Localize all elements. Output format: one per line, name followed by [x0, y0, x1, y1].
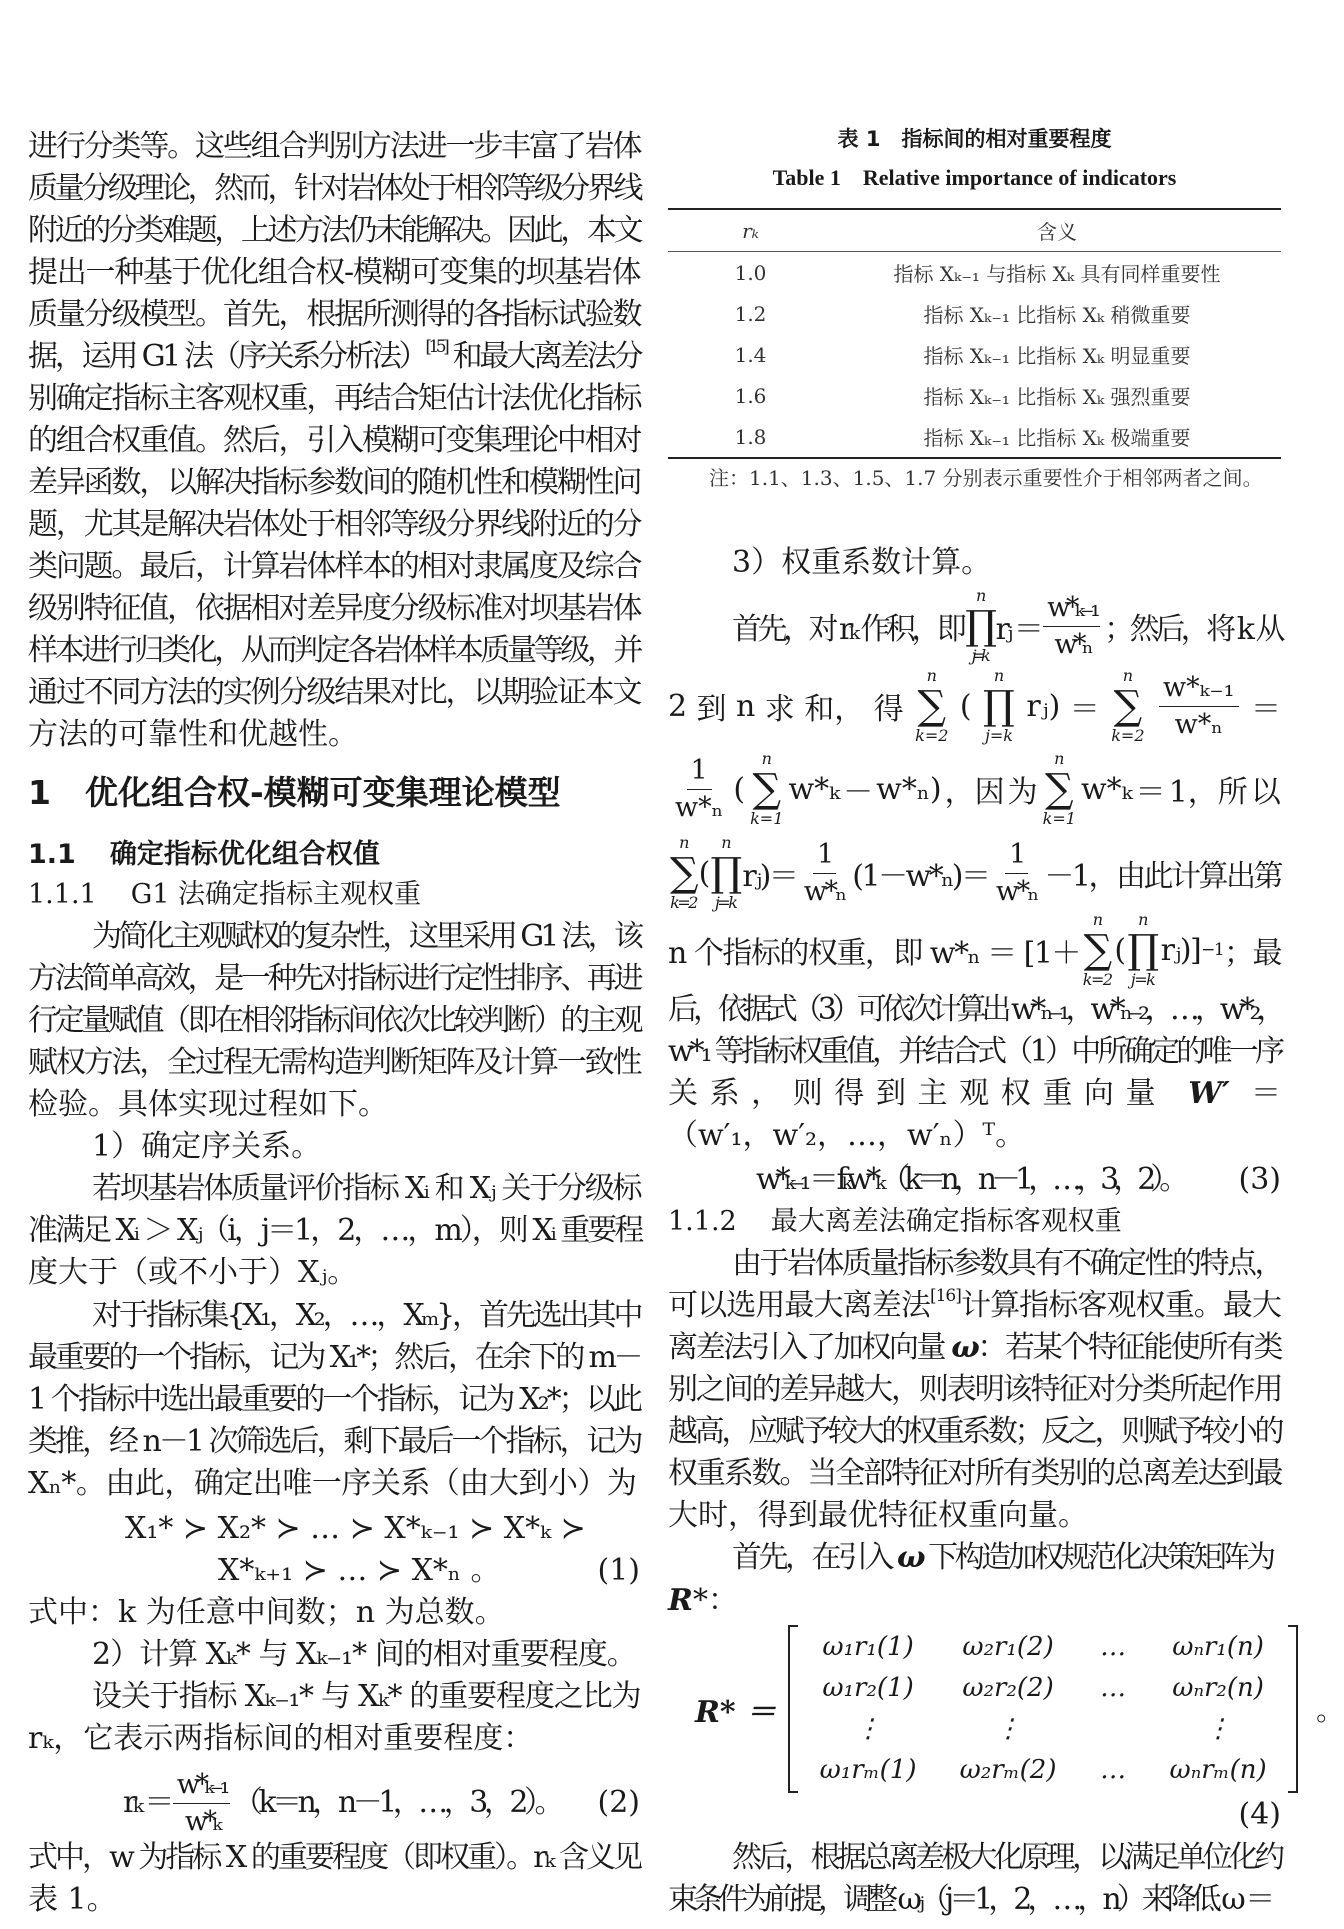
math-line — [668, 834, 1281, 912]
text-line: 别之间的差异越大，则表明该特征对分类所起作用 — [668, 1372, 1281, 1407]
bold-symbol: ω — [897, 1540, 923, 1575]
text-line: w*₁ 等指标权重值，并结合式（1）中所确定的唯一序 — [668, 1034, 1281, 1069]
text-run: － — [843, 775, 874, 810]
text-line: 束条件为前提，调整 ωⱼ（j＝1，2，…，n）来降低 ω ＝ — [668, 1882, 1271, 1917]
subsection-number: 1.1 — [28, 839, 76, 870]
text-run: rⱼ) — [1026, 688, 1061, 724]
text-run: n — [736, 688, 756, 724]
lower-limit: j=k — [984, 726, 1013, 745]
meaning: 指标 Xₖ₋₁ 比指标 Xₖ 稍微重要 — [923, 303, 1191, 327]
text-run: ＝ — [1229, 1076, 1281, 1111]
math-line-1 — [668, 586, 1281, 666]
text-run: ＝ — [1250, 692, 1281, 727]
text-run: ；最 — [1223, 936, 1281, 971]
operator-symbol: ∑ — [670, 850, 697, 896]
lower-limit: k=1 — [1042, 809, 1076, 828]
text-line: 提出一种基于优化组合权-模糊可变集的坝基岩体 — [28, 255, 640, 290]
text-run: (1－w*ₙ)＝ — [852, 859, 989, 894]
meaning: 指标 Xₖ₋₁ 比指标 Xₖ 明显重要 — [923, 344, 1191, 368]
denominator: w*ₙ — [675, 791, 724, 823]
column-header-rk: rₖ — [742, 218, 759, 243]
text-run: 求 — [764, 692, 795, 727]
sum-operator — [1043, 751, 1076, 827]
upper-limit: n — [1092, 910, 1102, 929]
upper-limit: n — [679, 833, 687, 852]
column-header-meaning: 含义 — [1037, 220, 1077, 244]
sum-operator — [1083, 912, 1112, 988]
text-line — [28, 336, 640, 378]
rk-value: 1.4 — [734, 342, 767, 367]
text-run: 计算指标客观权重。最大 — [960, 1288, 1282, 1323]
text-line: 方法简单高效，是一种先对指标进行定性排序、再进 — [28, 961, 640, 996]
table-row — [668, 334, 1281, 375]
numerator: w*ₖ₋₁ — [173, 1769, 230, 1803]
text-line: 附近的分类难题，上述方法仍未能解决。因此，本文 — [28, 213, 640, 248]
matrix-entry: ω₁r₂(1) — [822, 1673, 914, 1703]
sum-operator — [915, 668, 948, 744]
matrix-entry: ωₙr₂(n) — [1172, 1673, 1264, 1703]
text-line — [668, 1327, 1281, 1369]
numerator: 1 — [687, 755, 712, 789]
fraction — [992, 839, 1041, 906]
matrix-entry — [1078, 1709, 1148, 1750]
product-operator — [1127, 912, 1157, 988]
operator-symbol: ∏ — [1127, 927, 1158, 973]
matrix-entry: ω₂rₘ(2) — [959, 1755, 1057, 1785]
total-deviation-paragraph — [668, 1837, 1281, 1921]
text-run: w*ₖ — [1081, 771, 1133, 807]
order-relation-paragraph — [28, 1168, 640, 1294]
product-operator — [710, 835, 739, 911]
text-line: 1 个指标中选出最重要的一个指标，记为 X₂*；以此 — [28, 1382, 640, 1417]
where-clause-1 — [28, 1592, 640, 1634]
upper-limit: n — [1138, 910, 1147, 929]
math-line — [668, 586, 1281, 666]
text-line: 样本进行归类化，从而判定各岩体样本质量等级，并 — [28, 633, 640, 668]
bold-symbol: W′ — [1188, 1076, 1230, 1111]
equation-1-line-2 — [28, 1550, 640, 1592]
rk-value: 1.2 — [734, 301, 767, 326]
text-run: ( — [733, 771, 746, 807]
text-line: 题，尤其是解决岩体处于相邻等级分界线附近的分 — [28, 507, 640, 542]
text-line: 度大于（或不小于）Xⱼ。 — [28, 1255, 358, 1290]
text-line: 行定量赋值（即在相邻指标间依次比较判断）的主观 — [28, 1003, 640, 1038]
step-1-heading — [28, 1126, 640, 1168]
upper-limit: n — [761, 749, 772, 768]
matrix-entry: ωₙrₘ(n) — [1169, 1755, 1267, 1785]
math-line-3 — [668, 749, 1281, 829]
denominator: w*ₙ — [803, 875, 845, 907]
matrix-entry: ⋮ — [1205, 1714, 1232, 1744]
intro-paragraph — [28, 126, 640, 756]
text-run: ；然后，将 k 从 — [1104, 612, 1281, 647]
text-run: ＝ — [1135, 775, 1166, 810]
equation-number-2: (2) — [597, 1785, 640, 1820]
text-line: 然后，根据总离差极大化原理，以满足单位化约 — [732, 1840, 1281, 1875]
superscript: [16] — [929, 1286, 961, 1306]
sum-operator — [1111, 668, 1144, 744]
text-run: 为 — [1007, 775, 1038, 810]
text-run: rⱼ)] — [1160, 932, 1201, 968]
text-run: 和最大离差法分 — [446, 339, 640, 374]
upper-limit: n — [926, 666, 937, 685]
step-3-heading — [668, 542, 1281, 584]
text-line: 进行分类等。这些组合判别方法进一步丰富了岩体 — [28, 129, 640, 164]
text-run: w*ₙ) — [876, 771, 942, 807]
matrix-entry: ω₁r₁(1) — [822, 1632, 914, 1662]
text-run: ( — [959, 688, 972, 724]
weight-definition-paragraph — [28, 1837, 640, 1921]
numerator: w*ₖ₋₁ — [1043, 592, 1100, 626]
math-line: n 个指标的权重，即 w*ₙ ＝ [1＋ n ∑ k=2 ( n ∏ j=k rⱼ)] −1 ；最 — [668, 910, 1281, 989]
upper-limit: n — [993, 666, 1005, 685]
subjective-weight-paragraph — [668, 989, 1281, 1157]
text-run: 关系，则得到主观权重向量 — [668, 1076, 1189, 1111]
lower-limit: j=k — [714, 893, 736, 912]
text-run: 据，运用 G1 法（序关系分析法） — [28, 339, 426, 374]
fraction — [173, 1769, 230, 1836]
text-line: 差异函数，以解决指标参数间的随机性和模糊性问 — [28, 465, 640, 500]
text-line: 准满足 Xᵢ ＞ Xⱼ（i，j＝1，2，…，m），则 Xᵢ 重要程 — [28, 1213, 642, 1248]
g1-intro-paragraph — [28, 916, 640, 1126]
text-run: ( — [698, 855, 708, 891]
text-line: 类问题。最后，计算岩体样本的相对隶属度及综合 — [28, 549, 640, 584]
subsection-title: 确定指标优化组合权值 — [109, 839, 380, 870]
meaning: 指标 Xₖ₋₁ 与指标 Xₖ 具有同样重要性 — [893, 262, 1221, 286]
table-row — [668, 293, 1281, 334]
text-line: 赋权方法，全过程无需构造判断矩阵及计算一致性 — [28, 1045, 640, 1080]
subsubsection-heading-1-1-1 — [28, 874, 640, 916]
table-1-title-en: Table 1 Relative importance of indicators — [772, 165, 1177, 190]
text-line: 1）确定序关系。 — [92, 1129, 322, 1164]
math-line-4 — [668, 834, 1281, 912]
text-run: 下构造加权规范化决策矩阵为 — [922, 1540, 1273, 1575]
text-line: 别确定指标主客观权重，再结合矩估计法优化指标 — [28, 381, 640, 416]
text-line: 由于岩体质量指标参数具有不确定性的特点， — [732, 1246, 1282, 1281]
fraction — [1159, 672, 1239, 739]
product-operator — [965, 588, 992, 664]
text-run: －1，由此计算出第 — [1044, 859, 1281, 894]
text-line: 式中，w 为指标 X 的重要程度（即权重）。rₖ 含义见 — [28, 1840, 640, 1875]
lower-limit: k=2 — [915, 726, 949, 745]
upper-limit: n — [1054, 749, 1065, 768]
subsubsection-number: 1.1.2 — [668, 1206, 737, 1237]
operator-symbol: ∑ — [1045, 766, 1074, 812]
text-line — [668, 1073, 1281, 1115]
text-line: 式中：k 为任意中间数；n 为总数。 — [28, 1595, 505, 1630]
text-line: 质量分级理论，然而，针对岩体处于相邻等级分界线 — [28, 171, 640, 206]
operator-symbol: ∏ — [965, 603, 993, 649]
fraction — [671, 755, 727, 822]
text-run: w*ₖ — [788, 771, 841, 807]
rk-value: 1.6 — [734, 383, 767, 408]
denominator: w*ₙ — [1054, 628, 1090, 660]
rk-value: 1.0 — [734, 260, 767, 285]
equation-2-rhs: （k＝n，n－1，…，3，2）。 — [232, 1785, 560, 1820]
operator-symbol: ∑ — [752, 766, 782, 812]
bold-symbol: ω — [951, 1330, 978, 1365]
operator-symbol: ∏ — [983, 683, 1015, 729]
equation-2-lhs: rₖ ＝ — [123, 1785, 170, 1820]
text-run: ：若某个特征能使所有类 — [977, 1330, 1281, 1365]
section-heading-1 — [28, 772, 640, 814]
matrix-entry: ω₁rₘ(1) — [819, 1755, 917, 1785]
equation-1-line-1: X₁* ≻ X₂* ≻ … ≻ X*ₖ₋₁ ≻ X*ₖ ≻ — [125, 1511, 586, 1546]
table-1-note: 注：1.1、1.3、1.5、1.7 分别表示重要性介于相邻两者之间。 — [709, 466, 1263, 490]
table-row — [668, 375, 1281, 416]
text-run: ＝ — [1069, 692, 1100, 727]
matrix-symbol-line — [668, 1580, 1281, 1622]
text-line: 表 1。 — [28, 1882, 117, 1917]
matrix-lhs: R* ＝ — [695, 1695, 777, 1730]
text-line: Xₙ*。由此，确定出唯一序关系（由大到小）为 — [28, 1466, 637, 1501]
fraction — [1043, 592, 1100, 659]
section-title: 优化组合权-模糊可变集理论模型 — [84, 773, 561, 812]
matrix-entry: ⋮ — [855, 1714, 882, 1744]
equation-2-body — [123, 1770, 563, 1836]
equation-3 — [668, 1159, 1281, 1201]
text-line: （w′₁，w′₂，…，w′ₙ）ᵀ。 — [668, 1118, 1026, 1153]
math-line — [668, 749, 1281, 829]
denominator: w*ₙ — [996, 875, 1037, 907]
text-run: 首先，在引入 — [732, 1540, 898, 1575]
text-line: 设关于指标 Xₖ₋₁* 与 Xₖ* 的重要程度之比为 — [92, 1679, 640, 1714]
text-line: 若坝基岩体质量评价指标 Xᵢ 和 Xⱼ 关于分级标 — [92, 1171, 640, 1206]
operator-symbol: ∏ — [710, 850, 740, 896]
max-deviation-paragraph — [668, 1243, 1281, 1537]
matrix-entry: … — [1100, 1632, 1127, 1662]
numerator: w*ₖ₋₁ — [1159, 672, 1239, 706]
operator-symbol: ∑ — [917, 683, 947, 729]
table-row — [668, 416, 1281, 458]
table-row — [668, 252, 1281, 294]
subsubsection-heading-1-1-2 — [668, 1201, 1281, 1243]
text-run: 2 — [668, 688, 688, 724]
table-header-row — [668, 209, 1281, 252]
denominator: w*ₙ — [1174, 708, 1223, 740]
text-run: 首先，对 rₖ 作积，即 — [732, 612, 963, 647]
product-operator — [983, 668, 1015, 744]
lower-limit: k=2 — [1082, 970, 1112, 989]
math-line-2 — [668, 666, 1281, 746]
numerator: 1 — [813, 839, 836, 873]
text-run: rⱼ)＝ — [742, 859, 797, 894]
text-line — [668, 1285, 1281, 1327]
text-run: 离差法引入了加权向量 — [668, 1330, 952, 1365]
text-line: 为简化主观赋权的复杂性，这里采用 G1 法，该 — [92, 919, 640, 954]
text-line: 质量分级模型。首先，根据所测得的各指标试验数 — [28, 297, 640, 332]
matrix-entry: … — [1100, 1755, 1127, 1785]
text-line — [668, 1580, 1281, 1622]
operator-symbol: ∑ — [1083, 927, 1111, 973]
text-run: 可以选用最大离差法 — [668, 1288, 930, 1323]
matrix-entry: … — [1100, 1673, 1127, 1703]
equation-number-4: (4) — [1238, 1797, 1281, 1832]
text-run: ，因 — [944, 775, 1005, 810]
denominator: w*ₖ — [184, 1805, 218, 1837]
text-line: 方法的可靠性和优越性。 — [28, 717, 358, 752]
lower-limit: k=2 — [670, 893, 696, 912]
equation-4-number-line — [668, 1794, 1281, 1836]
text-run: 得 — [873, 692, 904, 727]
matrix-entry: ω₂r₂(2) — [962, 1673, 1054, 1703]
text-line: 2）计算 Xₖ* 与 Xₖ₋₁* 间的相对重要程度。 — [92, 1637, 636, 1672]
text-line: 后，依据式（3）可依次计算出 w*ₙ₋₁，w*ₙ₋₂，…，w*₂， — [668, 992, 1281, 1027]
text-line: 3）权重系数计算。 — [732, 545, 992, 580]
superscript: [15] — [425, 337, 447, 357]
text-run: rⱼ ＝ — [995, 612, 1040, 647]
equation-1-text: X*ₖ₊₁ ≻ … ≻ X*ₙ 。 — [218, 1553, 501, 1588]
text-line: 的组合权重值。然后，引入模糊可变集理论中相对 — [28, 423, 640, 458]
numerator: 1 — [1005, 839, 1028, 873]
meaning: 指标 Xₖ₋₁ 比指标 Xₖ 强烈重要 — [923, 385, 1191, 409]
operator-symbol: ∑ — [1113, 683, 1143, 729]
text-run: 到 — [696, 692, 727, 727]
text-run: n 个指标的权重，即 w*ₙ ＝ [1＋ — [668, 936, 1080, 971]
meaning: 指标 Xₖ₋₁ 比指标 Xₖ 极端重要 — [923, 426, 1191, 450]
upper-limit: n — [721, 833, 730, 852]
text-line: 最重要的一个指标，记为 X₁*；然后，在余下的 m－ — [28, 1340, 640, 1375]
subsection-heading-1-1 — [28, 834, 640, 876]
subsubsection-number: 1.1.1 — [28, 879, 97, 910]
equation-number-3: (3) — [1238, 1162, 1281, 1197]
lower-limit: j=k — [971, 646, 987, 665]
matrix-body — [788, 1625, 1298, 1793]
subsubsection-title: G1 法确定指标主观权重 — [130, 879, 422, 910]
matrix-entry: ω₂r₁(2) — [962, 1632, 1054, 1662]
math-line — [668, 666, 1281, 746]
text-run: 1，所 — [1168, 775, 1248, 810]
text-run: ( — [1114, 932, 1125, 968]
upper-limit: n — [976, 586, 982, 605]
text-line: 大时，得到最优特征权重向量。 — [668, 1498, 1088, 1533]
matrix-period: 。 — [1316, 1694, 1344, 1727]
matrix-entry: ⋮ — [995, 1714, 1022, 1744]
upper-limit: n — [1122, 666, 1134, 685]
text-line: 越高，应赋予较大的权重系数；反之，则赋予较小的 — [668, 1414, 1281, 1449]
table-1-title-cn: 表 1 指标间的相对重要程度 — [837, 127, 1112, 151]
text-run: *： — [692, 1583, 738, 1618]
fraction — [800, 839, 849, 906]
weighted-decision-matrix — [695, 1625, 1344, 1793]
sum-operator — [670, 835, 696, 911]
lower-limit: k=1 — [750, 809, 784, 828]
matrix-entry: ωₙr₁(n) — [1172, 1632, 1264, 1662]
text-line — [668, 1537, 1281, 1579]
lower-limit: j=k — [1130, 970, 1155, 989]
text-line: rₖ，它表示两指标间的相对重要程度： — [28, 1721, 534, 1756]
rk-value: 1.8 — [734, 424, 767, 449]
table-1 — [668, 208, 1281, 459]
text-line: 通过不同方法的实例分级结果对比，以期验证本文 — [28, 675, 640, 710]
step-2-heading — [28, 1634, 640, 1676]
text-line: 级别特征值，依据相对差异度分级标准对坝基岩体 — [28, 591, 640, 626]
equation-2 — [28, 1770, 640, 1836]
indicator-selection-paragraph — [28, 1295, 640, 1505]
text-line: 检验。具体实现过程如下。 — [28, 1087, 388, 1122]
text-run: 以 — [1250, 775, 1281, 810]
text-line: 对于指标集{X₁，X₂，…，Xₘ}，首先选出其中 — [92, 1298, 640, 1333]
text-line: 权重系数。当全部特征对所有类别的总离差达到最 — [668, 1456, 1281, 1491]
text-run: 和， — [804, 692, 865, 727]
math-line-5 — [668, 912, 1281, 988]
ratio-definition-paragraph — [28, 1676, 640, 1760]
matrix-intro-paragraph — [668, 1537, 1281, 1579]
section-number: 1 — [28, 773, 51, 812]
equation-3-text: w*ₖ₋₁ ＝ fₖw*ₖ（k＝n，n－1，…，3，2）。 — [756, 1162, 1184, 1197]
lower-limit: k=2 — [1111, 726, 1145, 745]
bold-symbol: R — [668, 1583, 693, 1618]
equation-number-1: (1) — [597, 1553, 640, 1588]
text-line: 类推，经 n－1 次筛选后，剩下最后一个指标，记为 — [28, 1424, 641, 1459]
subsubsection-title: 最大离差法确定指标客观权重 — [770, 1206, 1122, 1237]
sum-operator — [750, 751, 783, 827]
